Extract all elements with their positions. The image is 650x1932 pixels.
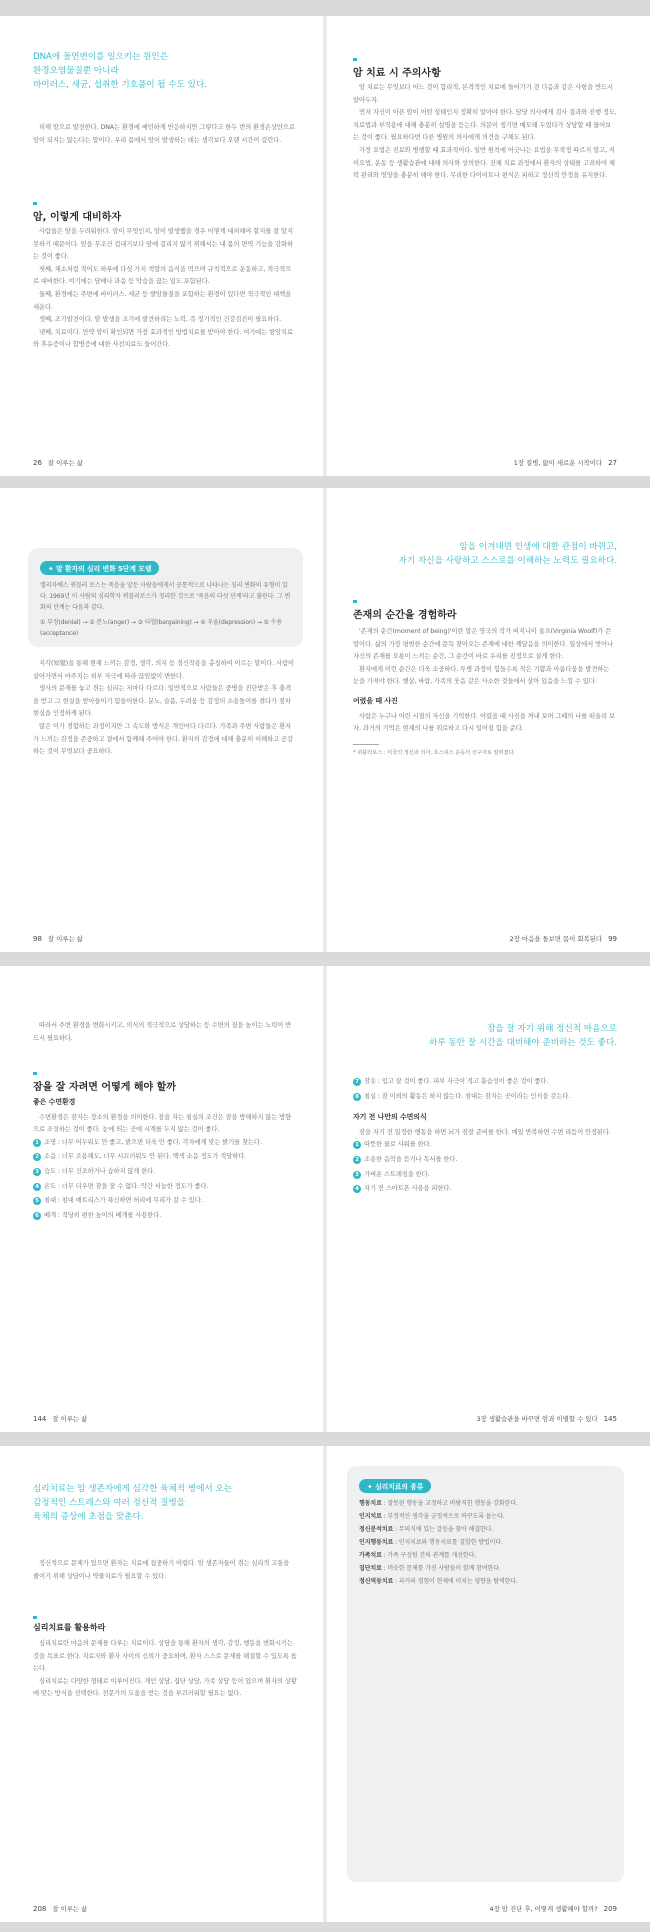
spread-2 [0,488,650,952]
page-footer [490,1904,617,1913]
star-icon: ✦ [48,565,57,573]
list-item: 인지치료 : 부정적인 생각을 긍정적으로 바꾸도록 돕는다. [359,1513,505,1520]
book-title: 잘 이루는 삶 [47,935,83,943]
chapter-title: 2장 마음을 돌보면 몸이 회복된다 [509,935,603,943]
star-icon: ✦ [367,1483,376,1491]
list-item: 8 침실 : 잠 이외의 활동은 하지 않는다. 침대는 잠자는 곳이라는 인식을 갖는다. [353,1091,617,1104]
list-item: 4 온도 : 너무 더우면 잠을 잘 수 없다. 약간 서늘한 정도가 좋다. [33,1181,297,1194]
box-tag: ✦ 말 환자의 심리 변화 5단계 모델 [40,561,159,575]
footnote: * 퀴블러로스 : 미국의 정신과 의사. 호스피스 운동의 선구자로 알려졌다. [353,749,516,756]
list-item: 가족치료 : 가족 구성원 간의 관계를 개선한다. [359,1552,477,1559]
page-number: 99 [608,935,617,943]
section-body: 암 치료는 무엇보다 어느 것이 합리적, 본격적인 치료에 들어가기 전 다음과 같은 사항을 반드시 알아두자. 먼저 자신이 아픈 암이 어떤 상태인지 정확히 알아야 한다. 담당 의사에게 검사 결과와 진행 정도, 치료법과 부작용에 대해 충분히 설명을 듣는다. 의문이 생기면 메모해 두었다가 상담할 때 물어보는 것이 좋다. 필요하다면 다른 병원의 의사에게 의견을 구해도 된다. 가정 요법은 진료와 병행할 때 효과적이다. 일반 원칙에 어긋나는 요법을 무작정 따르지 말고, 식이요법, 운동 등 생활습관에 대해 의사와 상의한다. 전체 치료 과정에서 환자의 상태를 고려하여 체력 관리와 영양을 충분히 해야 한다. 무리한 다이어트나 편식은 피하고 정신적 안정을 유지한다. [353,84,617,180]
page-footer [33,934,83,943]
spread-1 [0,16,650,476]
page-number: 98 [33,935,42,943]
page-number: 208 [33,1905,47,1913]
page-208 [0,1446,325,1922]
section-heading: 잠을 잘 자려면 어떻게 해야 할까 [33,1072,358,1093]
page-98 [0,488,325,952]
page-footer [514,458,617,467]
lead-quote: 암을 이겨내면 인생에 대한 관점이 바뀌고, 자기 자신을 사랑하고 스스로를 이해하는 노력도 필요하다. [398,542,617,566]
book-title: 잘 이루는 삶 [52,1905,88,1913]
list-item: 2 조용한 음악을 듣거나 독서를 한다. [353,1154,617,1167]
page-footer [476,1414,617,1423]
page-144 [0,966,325,1432]
section-heading: 암 치료 시 주의사항 [353,58,650,79]
list-item: 인지행동치료 : 인지치료와 행동치료를 결합한 방법이다. [359,1539,503,1546]
section-body: 7 잠옷 : 입고 잘 것이 좋다. 피부 자극이 적고 흡습성이 좋은 것이 좋다. 8 침실 : 잠 이외의 활동은 하지 않는다. 침대는 잠자는 곳이라는 인식을 갖는다. 자기 전 나만의 수면의식 잠을 자기 전 일정한 행동을 하면 뇌가 잠잘 준비를 한다. 매일 반복하면 수면 리듬이 안정된다. 1 따뜻한 물로 샤워를 한다. 2 조용한 음악을 듣거나 독서를 한다. 3 가벼운 스트레칭을 한다. 4 자기 전 스마트폰 사용을 피한다. [353,1076,617,1198]
section-heading: 심리치료를 활용하라 [33,1616,358,1633]
section-body: 지각(知覺)을 통해 현재 느끼는 감정, 생각, 의지 등 정신작용을 총칭하여 이르는 말이다. 사람이 살아가면서 마주치는 외부 자극에 따라 끊임없이 변한다. 생사의 문제를 놓고 겪는 심리는 저마다 다르다. 일반적으로 사람들은 중병을 진단받은 후 충격을 받고 그 현실을 받아들이기 힘들어한다. 분노, 슬픔, 두려움 등 감정의 소용돌이를 겪다가 점차 현실을 인정하게 된다. 많은 이가 경험하는 과정이지만 그 속도와 방식은 개인마다 다르다. 가족과 주변 사람들은 환자가 느끼는 감정을 존중하고 곁에서 함께해 주어야 한다. 환자의 감정에 대해 충분히 이해하고 공감하는 것이 무엇보다 중요하다. [33,660,295,756]
subheading: 좋은 수면환경 [33,1098,76,1106]
page-footer [33,1904,87,1913]
footnote-rule [353,744,379,745]
page-number: 209 [603,1905,617,1913]
book-title: 잘 이루는 삶 [47,459,83,467]
section-body: '존재의 순간(moment of being)'이란 말은 영국의 작가 버지니아 울프(Virginia Woolf)가 쓴 말이다. 삶의 가장 평범한 순간에 문득 찾아오는 존재에 대한 깨달음을 의미한다. 일상에서 벗어나 자신의 존재를 오롯이 느끼는 순간, 그 순간이 바로 우리를 진정으로 살게 한다. 환자에게 이런 순간은 더욱 소중하다. 투병 과정이 힘들수록 작은 기쁨과 아름다움을 발견하는 눈을 가져야 한다. 햇살, 바람, 가족의 웃음 같은 사소한 것들에서 살아 있음을 느낄 수 있다. 어렸을 때 사진 사람은 누구나 어린 시절의 자신을 기억한다. 어렸을 때 사진을 꺼내 보며 그때의 나를 떠올려 보자. 과거의 기억은 현재의 나를 위로하고 다시 일어설 힘을 준다. * 퀴블러로스 : 미국의 정신과 의사. 호스피스 운동의 선구자로 알려졌다. [353,626,617,758]
box-text: 엘리자베스 퀴블러 로스는 죽음을 앞둔 사람들에게서 공통적으로 나타나는 심리 변화의 유형이 있다. 1969년 이 사람의 심리학자 퀴블러로스가 정리한 것으로 '죽음의 다섯 단계'라고 불린다. 그 변화의 단계는 다음과 같다. [40,582,291,611]
paragraph: 따라서 주변 환경을 변화시키고, 의식의 적극적으로 상담하는 등 수면의 질을 높이는 노력이 반드시 필요하다. [33,1022,292,1042]
spread-3 [0,966,650,1432]
section-body: 좋은 수면환경 수면환경은 잠자는 장소의 환경을 의미한다. 잠을 자는 침실의 조건은 잠을 방해하지 않는 방향으로 조성하는 것이 좋다. 눈에 띄는 곳에 시계를 두지 않는 것이 좋다. 1 조명 : 너무 어두워도 안 좋고, 밝으면 더욱 안 좋다. 각자에게 맞는 밝기를 찾는다. 2 소음 : 너무 조용해도, 너무 시끄러워도 안 된다. 백색 소음 정도가 적당하다. 3 습도 : 너무 건조하거나 습하지 않게 한다. 4 온도 : 너무 더우면 잠을 잘 수 없다. 약간 서늘한 정도가 좋다. 5 침대 : 침대 매트리스가 푹신하면 허리에 무리가 갈 수 있다. 6 베개 : 적당히 편한 높이의 베개를 사용한다. [33,1096,297,1224]
page-209 [325,1446,650,1922]
paragraph: 히해 암으로 발전한다. DNA는 환경에 예민하게 반응하지만 그렇다고 한두 번의 환경손상만으로 암이 되지는 않는다는 말이다. 우리 몸에서 암이 발생하는 데는 생각보다 오랜 시간이 걸린다. [33,124,295,144]
spread-4 [0,1446,650,1922]
box-tag: ✦ 심리치료의 종류 [359,1479,431,1493]
kinds-list [359,1498,612,1587]
list-item: 1 조명 : 너무 어두워도 안 좋고, 밝으면 더욱 안 좋다. 각자에게 맞는 밝기를 찾는다. [33,1137,297,1150]
paragraph: 정신적으로 문제가 있으면 환자는 치료에 집중하기 어렵다. 암 생존자들이 겪는 심리적 고통을 줄이기 위해 상담이나 약물치료가 필요할 수 있다. [33,1560,290,1580]
section-body: 심리치료란 마음의 문제를 다루는 치료이다. 상담을 통해 환자의 생각, 감정, 행동을 변화시키는 것을 목표로 한다. 치료자와 환자 사이의 신뢰가 중요하며, 환자 스스로 문제를 해결할 수 있도록 돕는다. 심리치료는 다양한 형태로 이루어진다. 개인 상담, 집단 상담, 가족 상담 등이 있으며 환자의 상황에 맞는 방식을 선택한다. 전문가의 도움을 받는 것을 부끄러워할 필요는 없다. [33,1640,297,1698]
lead-quote: 심리치료는 암 생존자에게 심각한 육체적 병에서 오는 감정적인 스트레스와 여러 정신적 질병을 육체의 증상에 초점을 맞춘다. [33,1484,233,1522]
subheading: 어렸을 때 사진 [353,696,398,705]
list-item: 1 따뜻한 물로 샤워를 한다. [353,1139,617,1152]
page-footer [510,934,617,943]
list-item: 6 베개 : 적당히 편한 높이의 베개를 사용한다. [33,1210,297,1223]
page-number: 26 [33,459,42,467]
page-footer [33,458,83,467]
lead-quote: 잠을 잘 자기 위해 정신적 마음으로 하루 동안 잘 시간을 대비해야 준비하는 것도 좋다. [429,1024,617,1048]
info-box [28,548,303,647]
list-item: 정신분석치료 : 무의식에 있는 갈등을 찾아 해결한다. [359,1526,494,1533]
list-item: 5 침대 : 침대 매트리스가 푹신하면 허리에 무리가 갈 수 있다. [33,1195,297,1208]
list-item: 집단치료 : 비슷한 문제를 가진 사람들이 함께 참여한다. [359,1565,501,1572]
list-item: 2 소음 : 너무 조용해도, 너무 시끄러워도 안 된다. 백색 소음 정도가 적당하다. [33,1151,297,1164]
box-steps: ① 부정(denial) → ② 분노(anger) → ③ 타협(bargaining) → ④ 우울(depression) → ⑤ 수용(acceptance) [40,619,282,637]
page-number: 145 [603,1415,617,1423]
subheading: 자기 전 나만의 수면의식 [353,1113,427,1122]
chapter-title: 1장 질병, 앎이 새로운 시작이다 [513,459,603,467]
lead-quote: DNA에 돌연변이를 일으키는 원인은 환경오염물질뿐 아니라 바이러스, 세균, 섭취한 기호품이 될 수도 있다. [33,52,208,90]
section-heading: 암, 이렇게 대비하자 [33,202,358,223]
chapter-title: 4장 암 진단 후, 어떻게 생활해야 할까? [489,1905,598,1913]
list-item: 정신역동치료 : 과거의 경험이 현재에 미치는 영향을 탐색한다. [359,1578,518,1585]
list-item: 3 가벼운 스트레칭을 한다. [353,1169,617,1182]
page-99 [325,488,650,952]
list-item: 행동치료 : 잘못된 행동을 교정하고 바람직한 행동을 강화한다. [359,1500,518,1507]
chapter-title: 3장 생활습관을 바꾸면 암과 이별할 수 있다 [476,1415,598,1423]
section-body: 사람들은 암을 두려워한다. 암이 무엇인지, 암이 발생했을 경우 어떻게 대처해야 할지를 잘 알지 못하기 때문이다. 암을 무조건 겁내기보다 암에 걸리지 않기 위해서는 내 몸의 면역 기능을 강화하는 것이 좋다. 첫째, 채소처럼 적어도 하루에 다섯 가지 색깔의 음식을 먹으며 규칙적으로 운동하고, 적극적으로 대비한다. 여기에는 담배나 과음 등 악습을 끊는 일도 포함된다. 둘째, 환경에는 주변에 바이러스, 세균 등 발암물질을 포함하는 환경이 있다면 적극적인 대책을 세운다. 셋째, 조기발견이다. 암 발생을 조기에 발견하려는 노력, 즉 정기적인 건강검진이 필요하다. 넷째, 치료이다. 만약 암이 확인되면 가장 효과적인 방법치료를 받아야 한다. 여기에는 항암치료와 후유증이나 합병증에 대한 사전치료도 들어간다. [33,228,293,349]
page-27 [325,16,650,476]
page-145 [325,966,650,1432]
info-box [347,1466,624,1882]
list-item: 3 습도 : 너무 건조하거나 습하지 않게 한다. [33,1166,297,1179]
page-26 [0,16,325,476]
list-item: 7 잠옷 : 입고 잘 것이 좋다. 피부 자극이 적고 흡습성이 좋은 것이 좋다. [353,1076,617,1089]
page-number: 144 [33,1415,47,1423]
list-item: 4 자기 전 스마트폰 사용을 피한다. [353,1183,617,1196]
book-title: 잘 이루는 삶 [52,1415,88,1423]
section-heading: 존재의 순간을 경험하라 [353,600,650,621]
page-footer [33,1414,87,1423]
page-number: 27 [608,459,617,467]
